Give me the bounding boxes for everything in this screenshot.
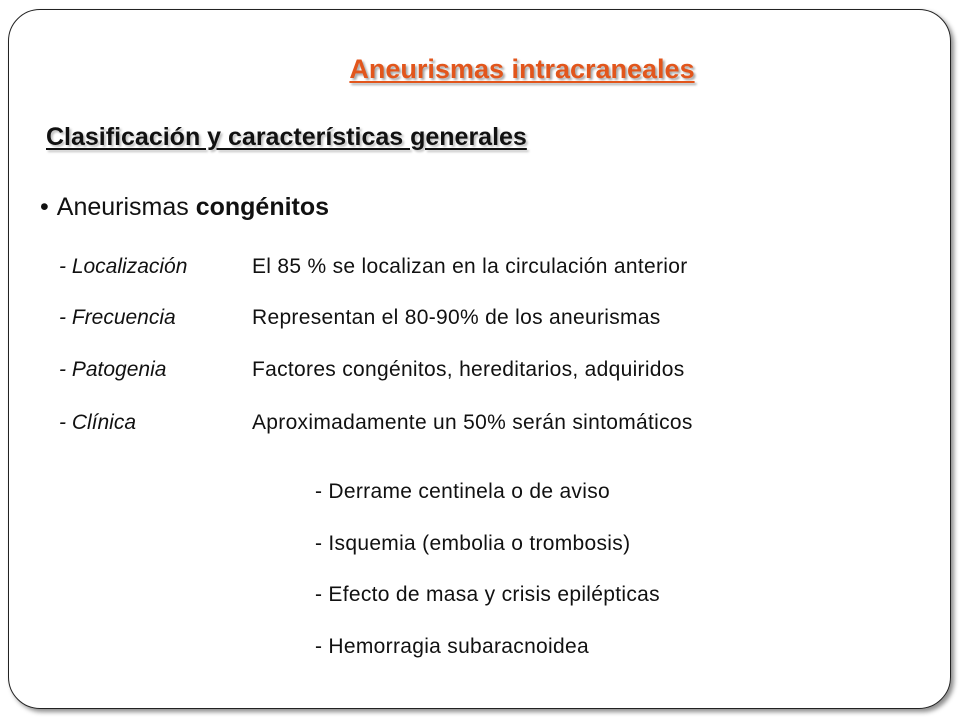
- property-value: Representan el 80-90% de los aneurismas: [252, 306, 661, 329]
- property-label: - Patogenia: [59, 358, 167, 381]
- bullet-marker: •: [40, 193, 49, 221]
- property-label: - Localización: [59, 255, 188, 278]
- clinical-item: - Efecto de masa y crisis epilépticas: [315, 583, 660, 606]
- clinical-item: - Hemorragia subaracnoidea: [315, 635, 589, 658]
- bullet-item: [40, 193, 329, 222]
- bullet-emphasis: congénitos: [195, 193, 330, 221]
- slide-title: Aneurismas intracraneales: [349, 54, 695, 84]
- bullet-prefix: Aneurismas: [56, 193, 196, 221]
- slide-subtitle: Clasificación y características generales: [46, 123, 527, 151]
- clinical-item: - Derrame centinela o de aviso: [315, 480, 610, 503]
- property-value: Aproximadamente un 50% serán sintomáticos: [252, 411, 693, 434]
- property-value: Factores congénitos, hereditarios, adquiridos: [252, 358, 685, 381]
- property-value: El 85 % se localizan en la circulación anterior: [252, 255, 688, 278]
- property-label: - Clínica: [59, 411, 137, 434]
- property-label: - Frecuencia: [59, 306, 176, 329]
- clinical-item: - Isquemia (embolia o trombosis): [315, 532, 631, 555]
